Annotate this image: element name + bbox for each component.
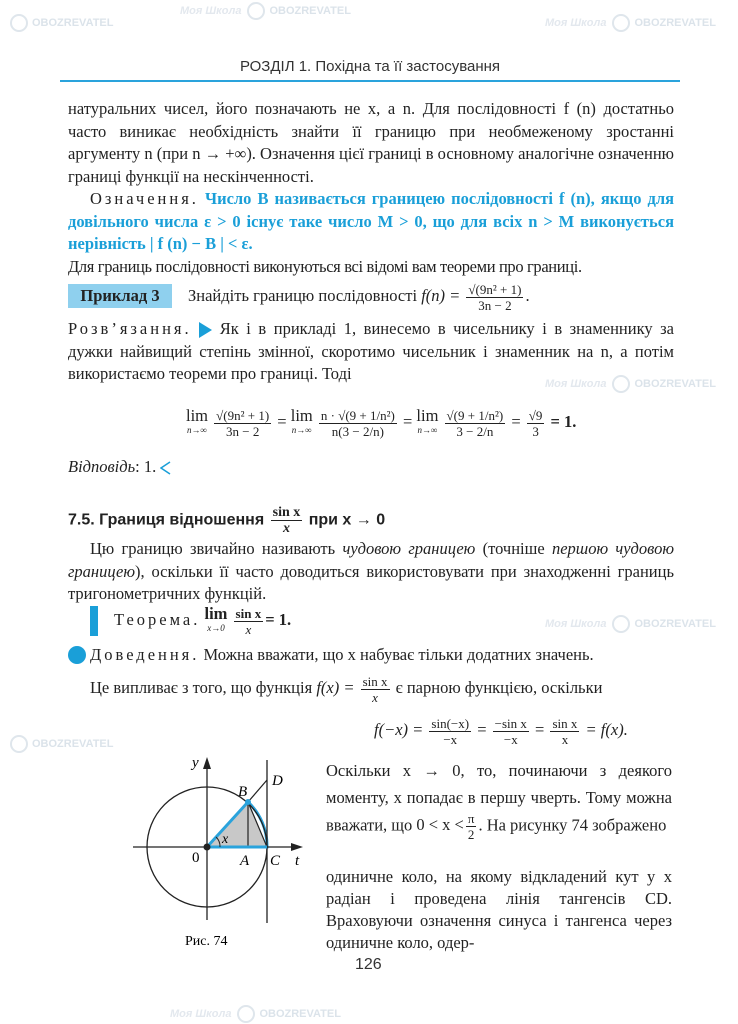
example-task: Знайдіть границю послідовності f(n) = $\frac{\text{√(9n² + 1)}}{3n - 2}$ . [188, 281, 530, 313]
solution: Розв’язання. Як і в прикладі 1, винесемо в чисельнику і в знаменнику за дужки найвищий степінь змінної, скоротимо чисельник і знаменник на n, а потім використаємо теореми про границі. Тоді [68, 319, 675, 383]
segment-bd [248, 780, 267, 802]
svg-text:x: x [222, 832, 229, 847]
header-divider [60, 80, 680, 82]
svg-text:A: A [240, 853, 250, 869]
y-axis-arrow-icon [203, 757, 211, 769]
right-column-text: одиничне коло, на якому відкладений кут у x радіан і проведена лінія тангенсів CD. Враховуючи означення синуса і тангенса через одиничне коло, одер- [326, 867, 672, 952]
theorem-marker [90, 606, 98, 636]
watermark: Моя Школа OBOZREVATEL [170, 1005, 341, 1023]
page-number: 126 [355, 956, 382, 973]
paragraph: Цю границю звичайно називають чудовою границею (точніше першою чудовою границею), оскільки її часто доводиться використовувати при знаходженні границь тригонометричних функцій. [68, 539, 674, 603]
watermark: Моя Школа OBOZREVATEL [545, 14, 716, 32]
definition-label: Означення. [90, 189, 199, 208]
proof: Доведення. Можна вважати, що x набуває тільки додатних значень. [90, 645, 594, 664]
unit-circle-figure [110, 740, 320, 955]
watermark: Моя Школа OBOZREVATEL [545, 615, 716, 633]
watermark: OBOZREVATEL [10, 14, 113, 32]
paragraph: натуральних чисел, його позначають не x, а n. Для послідовності f (n) достатньо часто виникає необхідність знайти її границю при необмеженому зростанні аргументу n (при n → +∞). Означення цієї границі в основному аналогічне означенню границі функції на нескінченності. [68, 99, 674, 186]
svg-text:y: y [192, 755, 199, 771]
svg-text:0: 0 [192, 850, 200, 866]
solution-formula: lim n→∞ $\frac{\text{√(9n² + 1)}}{3n - 2}$ = lim n→∞ $\frac{\text{n · √(9 + 1/n²)}}{n(3 - 2/n)}$ = lim n→∞ $\frac{\text{√(9 + 1/n²)}}{3 - 2/n}$ = $\frac{√9}{3}$ = 1. [186, 406, 577, 439]
section-heading: 7.5. Границя відношення $\frac{\text{sin x}}{x}$ при x → 0 [68, 505, 386, 536]
t-axis-arrow-icon [291, 843, 303, 851]
svg-text:C: C [270, 853, 281, 869]
figure-caption: Рис. 74 [185, 934, 228, 949]
paragraph: Це випливає з того, що функція f(x) = $\frac{\text{sin x}}{x}$ є парною функцією, оскільки [90, 673, 603, 705]
solution-end-icon [160, 461, 171, 475]
watermark: OBOZREVATEL [10, 735, 113, 753]
svg-text:D: D [272, 773, 283, 789]
example-label: Приклад 3 [68, 284, 172, 308]
answer: Відповідь: 1. [68, 457, 171, 477]
theorem: Теорема. lim x→0 $\frac{\text{sin x}}{x}$ = 1. [114, 604, 292, 637]
watermark: Моя Школа OBOZREVATEL [180, 2, 351, 20]
svg-text:B: B [238, 784, 248, 800]
proof-marker [68, 646, 86, 664]
watermark: Моя Школа OBOZREVATEL [545, 375, 716, 393]
even-function-formula: f(−x) = $\frac{\sin(-x)}{-x}$ = $\frac{\text{−sin x}}{-x}$ = $\frac{\text{sin x}}{x}$ = f(x). [374, 715, 628, 747]
definition-text: Число B називається границею послідовності f (n), якщо для довільного числа ε > 0 існує таке число M > 0, що для всіх n > M виконується нерівність | f (n) − B | < ε. [68, 189, 674, 253]
svg-text:t: t [295, 853, 300, 869]
origin-point [204, 844, 211, 851]
chapter-header: РОЗДІЛ 1. Похідна та її застосування [239, 58, 501, 75]
paragraph: Для границь послідовності виконуються всі відомі вам теореми про границі. [68, 257, 582, 276]
solution-start-icon [199, 322, 212, 338]
definition [68, 188, 674, 256]
right-column-text: Оскільки x → 0, то, починаючи з деякого моменту, x попадає в першу чверть. Тому можна вважати, що 0 < x < $\frac{\pi}{2}$ . На рисунку 74 зображено [326, 761, 672, 842]
